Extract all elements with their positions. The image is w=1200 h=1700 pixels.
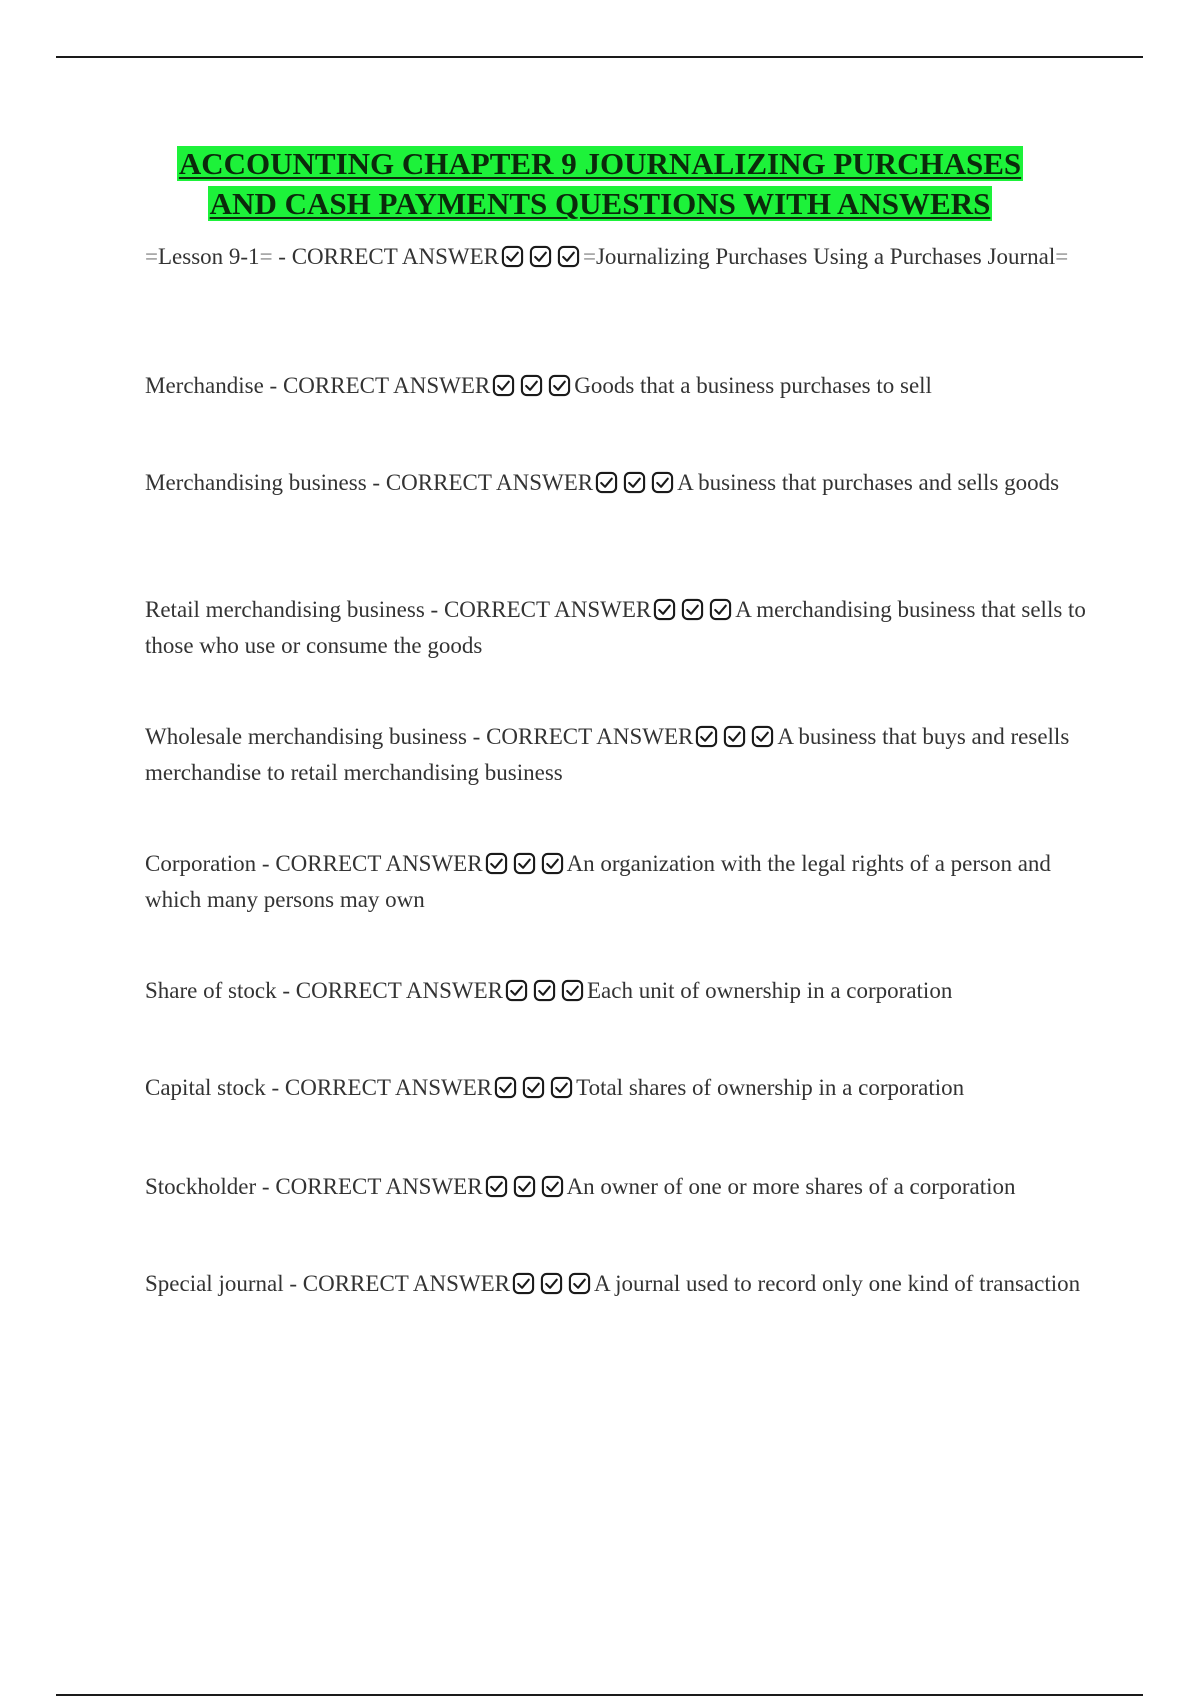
qa-item <box>145 594 1090 662</box>
check-group <box>492 1076 576 1108</box>
checkbox-checked-icon <box>541 1175 564 1198</box>
equals-mark: = <box>145 244 158 269</box>
qa-answer: A journal used to record only one kind of transaction <box>594 1271 1081 1296</box>
checkbox-checked-icon <box>709 598 732 621</box>
qa-item <box>145 1268 1090 1304</box>
checkbox-checked-icon <box>681 598 704 621</box>
checkbox-checked-icon <box>550 1076 573 1099</box>
correct-answer-label: - CORRECT ANSWER <box>466 724 694 749</box>
qa-item <box>145 721 1090 789</box>
checkbox-checked-icon <box>751 725 774 748</box>
qa-item <box>145 1072 1090 1108</box>
correct-answer-label: - CORRECT ANSWER <box>256 1174 483 1199</box>
qa-answer: A business that buys and resells merchandise to retail merchandising business <box>145 724 1070 785</box>
checkbox-checked-icon <box>494 1076 517 1099</box>
checkbox-checked-icon <box>557 245 580 268</box>
check-group <box>651 598 735 630</box>
equals-mark: = <box>259 244 273 269</box>
qa-item <box>145 241 1090 277</box>
qa-item <box>145 1171 1090 1207</box>
checkbox-checked-icon <box>723 725 746 748</box>
checkbox-checked-icon <box>540 1272 563 1295</box>
checkbox-checked-icon <box>513 1175 536 1198</box>
equals-mark: = <box>582 244 596 269</box>
checkbox-checked-icon <box>501 245 524 268</box>
checkbox-checked-icon <box>533 979 556 1002</box>
qa-item <box>145 848 1090 916</box>
checkbox-checked-icon <box>485 1175 508 1198</box>
qa-term: Capital stock <box>145 1075 266 1100</box>
correct-answer-label: - CORRECT ANSWER <box>283 1271 511 1296</box>
checkbox-checked-icon <box>485 852 508 875</box>
qa-item <box>145 467 1090 503</box>
top-rule <box>56 56 1143 58</box>
equals-mark: = <box>1055 244 1069 269</box>
checkbox-checked-icon <box>512 1272 535 1295</box>
checkbox-checked-icon <box>568 1272 591 1295</box>
check-group <box>503 979 587 1011</box>
checkbox-checked-icon <box>623 471 646 494</box>
bottom-rule <box>56 1694 1143 1696</box>
title-line-2: AND CASH PAYMENTS QUESTIONS WITH ANSWERS <box>209 186 991 221</box>
qa-answer: Goods that a business purchases to sell <box>574 373 932 398</box>
qa-term: Corporation <box>145 851 257 876</box>
checkbox-checked-icon <box>548 374 571 397</box>
qa-term: Stockholder <box>145 1174 257 1199</box>
checkbox-checked-icon <box>541 852 564 875</box>
check-group <box>483 852 567 884</box>
qa-term: Retail merchandising business <box>145 597 425 622</box>
qa-term: Wholesale merchandising business <box>145 724 467 749</box>
checkbox-checked-icon <box>522 1076 545 1099</box>
title-line-1: ACCOUNTING CHAPTER 9 JOURNALIZING PURCHASES <box>178 146 1022 181</box>
checkbox-checked-icon <box>695 725 718 748</box>
check-group <box>483 1175 567 1207</box>
correct-answer-label: - CORRECT ANSWER <box>256 851 483 876</box>
correct-answer-label: - CORRECT ANSWER <box>424 597 652 622</box>
checkbox-checked-icon <box>520 374 543 397</box>
checkbox-checked-icon <box>653 598 676 621</box>
qa-answer: A merchandising business that sells to those who use or consume the goods <box>145 597 1086 658</box>
checkbox-checked-icon <box>505 979 528 1002</box>
qa-item <box>145 370 1090 406</box>
check-group <box>693 725 777 757</box>
document-title <box>120 144 1080 224</box>
checkbox-checked-icon <box>529 245 552 268</box>
check-group <box>490 374 574 406</box>
checkbox-checked-icon <box>595 471 618 494</box>
qa-item <box>145 975 1090 1011</box>
check-group <box>593 471 677 503</box>
qa-answer: Each unit of ownership in a corporation <box>586 978 953 1003</box>
checkbox-checked-icon <box>492 374 515 397</box>
checkbox-checked-icon <box>651 471 674 494</box>
qa-answer: Total shares of ownership in a corporation <box>576 1075 965 1100</box>
correct-answer-label: - CORRECT ANSWER <box>272 244 499 269</box>
qa-answer: Journalizing Purchases Using a Purchases Journal <box>595 244 1056 269</box>
qa-answer: A business that purchases and sells goods <box>677 470 1060 495</box>
qa-term: Lesson 9-1 <box>157 244 260 269</box>
correct-answer-label: - CORRECT ANSWER <box>276 978 503 1003</box>
correct-answer-label: - CORRECT ANSWER <box>265 1075 493 1100</box>
qa-term: Merchandise <box>145 373 264 398</box>
correct-answer-label: - CORRECT ANSWER <box>366 470 594 495</box>
correct-answer-label: - CORRECT ANSWER <box>263 373 491 398</box>
qa-answer: An organization with the legal rights of a person and which many persons may own <box>145 851 1051 912</box>
checkbox-checked-icon <box>513 852 536 875</box>
qa-term: Merchandising business <box>145 470 367 495</box>
checkbox-checked-icon <box>561 979 584 1002</box>
check-group <box>499 245 583 277</box>
qa-term: Share of stock <box>145 978 277 1003</box>
qa-term: Special journal <box>145 1271 284 1296</box>
check-group <box>510 1272 594 1304</box>
qa-answer: An owner of one or more shares of a corporation <box>566 1174 1016 1199</box>
